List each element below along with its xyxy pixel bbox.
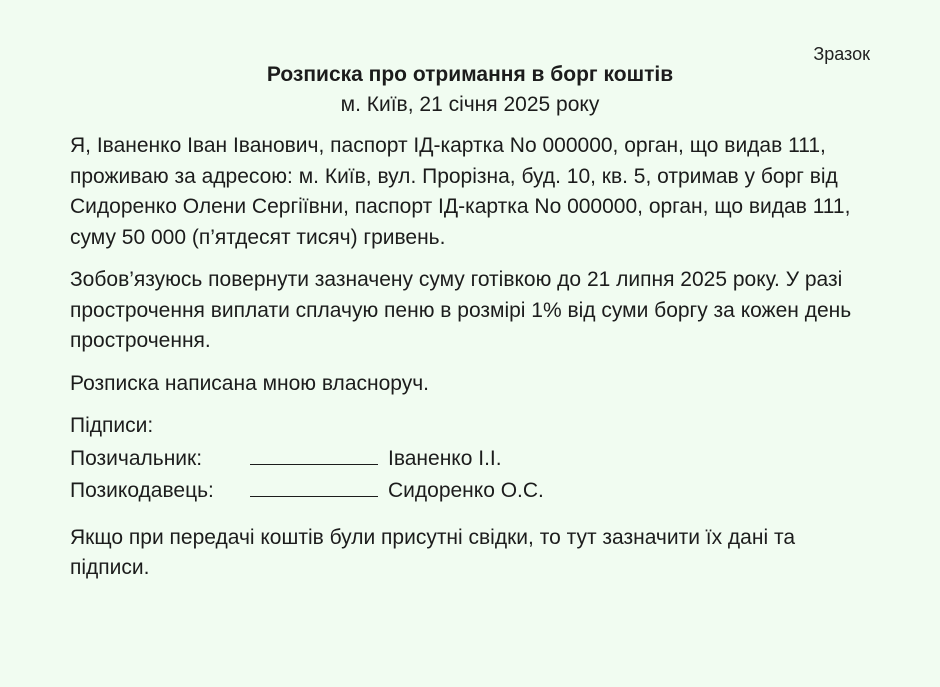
lender-role: Позикодавець: (70, 479, 214, 502)
place-and-date: м. Київ, 21 січня 2025 року (340, 93, 600, 116)
borrower-role: Позичальник: (70, 446, 203, 470)
borrower-signature-line (250, 442, 378, 465)
borrower-name: Іваненко І.І. (388, 446, 502, 470)
document-header (0, 60, 940, 120)
paragraph-repayment-terms: Зобов’язуюсь повернути зазначену суму готівкою до 21 липня 2025 року. У разі прострочення виплати сплачую пеню в розмірі 1% від суми боргу за кожен день прострочення. (70, 268, 852, 352)
witness-note: Якщо при передачі коштів були присутні свідки, то тут зазначити їх дані та підписи. (70, 525, 796, 579)
document-body (70, 131, 870, 596)
lender-name: Сидоренко О.С. (388, 479, 544, 502)
paragraph-borrower-details: Я, Іваненко Іван Іванович, паспорт ІД-картка No 000000, орган, що видав 111, проживаю за адресою: м. Київ, вул. Прорізна, буд. 10, кв. 5, отримав у борг від Сидоренко Олени Сергіївни, паспорт ІД-картка No 000000, орган, що видав 111, суму 50 000 (п’ятдесят тисяч) гривень. (70, 134, 851, 249)
borrower-signature-row (70, 442, 870, 475)
lender-signature-line (250, 474, 378, 497)
lender-signature-row (70, 474, 870, 507)
signatures-block (70, 411, 870, 507)
sample-label: Зразок (813, 44, 870, 64)
paragraph-handwritten-note: Розписка написана мною власноруч. (70, 371, 429, 395)
signatures-heading: Підписи: (70, 414, 154, 437)
document-title: Розписка про отримання в борг коштів (266, 63, 674, 86)
